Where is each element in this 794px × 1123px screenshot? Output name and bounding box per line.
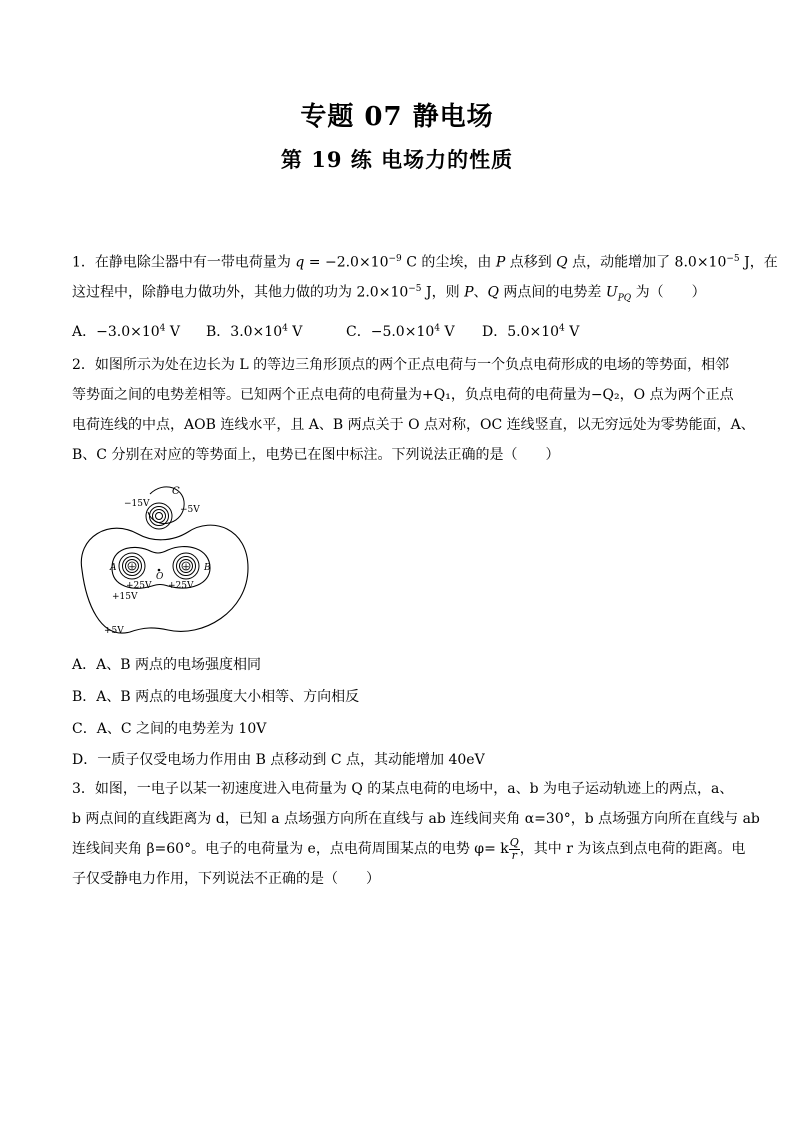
question-1-option-a[interactable]: A．$-3.0\times 10^4$ V: [72, 323, 180, 340]
question-2-line-1: 2．如图所示为处在边长为 L 的等边三角形顶点的两个正点电荷与一个负点电荷形成的电场的等势面，相邻: [72, 357, 730, 373]
label-a: A: [110, 563, 117, 573]
question-2-option-a[interactable]: A．A、B 两点的电场强度相同: [72, 657, 261, 673]
label-c: C: [172, 486, 180, 497]
question-2-line-4: B、C 分别在对应的等势面上，电势已在图中标注。下列说法正确的是（ ）: [72, 447, 560, 463]
charge-a-plus-sign: +: [128, 562, 136, 573]
question-2-line-2: 等势面之间的电势差相等。已知两个正点电荷的电荷量为+Q₁，负点电荷的电荷量为−Q₂，O 点为两个正点: [72, 387, 734, 403]
label-plus-5v: +5V: [104, 626, 124, 636]
charge-b-plus-sign: +: [182, 562, 190, 573]
label-plus-25v-right: +25V: [168, 581, 194, 591]
question-2-stem: [72, 350, 755, 470]
question-2-option-d[interactable]: D．一质子仅受电场力作用由 B 点移动到 C 点，其动能增加 40eV: [72, 752, 485, 768]
question-3-line-4: 子仅受静电力作用，下列说法不正确的是（ ）: [72, 871, 380, 887]
question-3-line-1: 3．如图，一电子以某一初速度进入电荷量为 Q 的某点电荷的电场中，a、b 为电子运动轨迹上的两点，a、: [72, 781, 734, 797]
positive-charge-a: [119, 553, 145, 579]
question-1-line-2: 这过程中，除静电力做功外，其他力做的功为 $2.0\times 10^{-5}$ J，则 P、Q 两点间的电势差 $U_{PQ}$ 为（ ）: [72, 284, 706, 304]
question-1-option-d[interactable]: D．$5.0\times 10^4$ V: [482, 323, 580, 340]
point-o: [158, 569, 161, 572]
question-1-stem: [72, 244, 778, 304]
question-3-line-2: b 两点间的直线距离为 d，已知 a 点场强方向所在直线与 ab 连线间夹角 α=30°，b 点场强方向所在直线与 ab: [72, 811, 760, 827]
label-plus-25v-left: +25V: [126, 581, 152, 591]
potential-fraction: $\frac{Q}{r}$: [509, 835, 519, 862]
equipotential-figure: [72, 482, 252, 642]
question-1-option-b[interactable]: B．$3.0\times 10^4$ V: [206, 323, 303, 340]
page-subtitle: 第 19 练 电场力的性质: [280, 147, 514, 172]
label-b: B: [204, 563, 211, 573]
question-1-options: [72, 321, 579, 345]
question-3-line-3: 连线间夹角 β=60°。电子的电荷量为 e，点电荷周围某点的电势 φ= k $\frac{Q}{r}$ ，其中 r 为该点到点电荷的距离。电: [72, 835, 746, 862]
label-plus-15v: +15V: [112, 592, 138, 602]
question-1-line-1: 1．在静电除尘器中有一带电荷量为 $q = -2.0\times 10^{-9}$ C 的尘埃，由 P 点移到 Q 点，动能增加了 $8.0\times 10^{-5}$ J，在: [72, 254, 778, 271]
question-2-line-3: 电荷连线的中点，AOB 连线水平，且 A、B 两点关于 O 点对称，OC 连线竖直，以无穷远处为零势能面，A、: [72, 417, 755, 433]
label-minus-15v: −15V: [124, 499, 150, 509]
question-2-option-c[interactable]: C．A、C 之间的电势差为 10V: [72, 721, 267, 737]
page-title: 专题 07 静电场: [300, 102, 494, 132]
positive-charge-b: [173, 553, 199, 579]
question-2-option-b[interactable]: B．A、B 两点的电场强度大小相等、方向相反: [72, 689, 360, 705]
label-minus-5v: −5V: [180, 505, 200, 515]
question-1-option-c[interactable]: C．$-5.0\times 10^4$ V: [346, 323, 455, 340]
equipotential-plus-5v: [81, 525, 248, 633]
label-o: O: [156, 572, 164, 582]
question-3-stem: [72, 774, 760, 894]
